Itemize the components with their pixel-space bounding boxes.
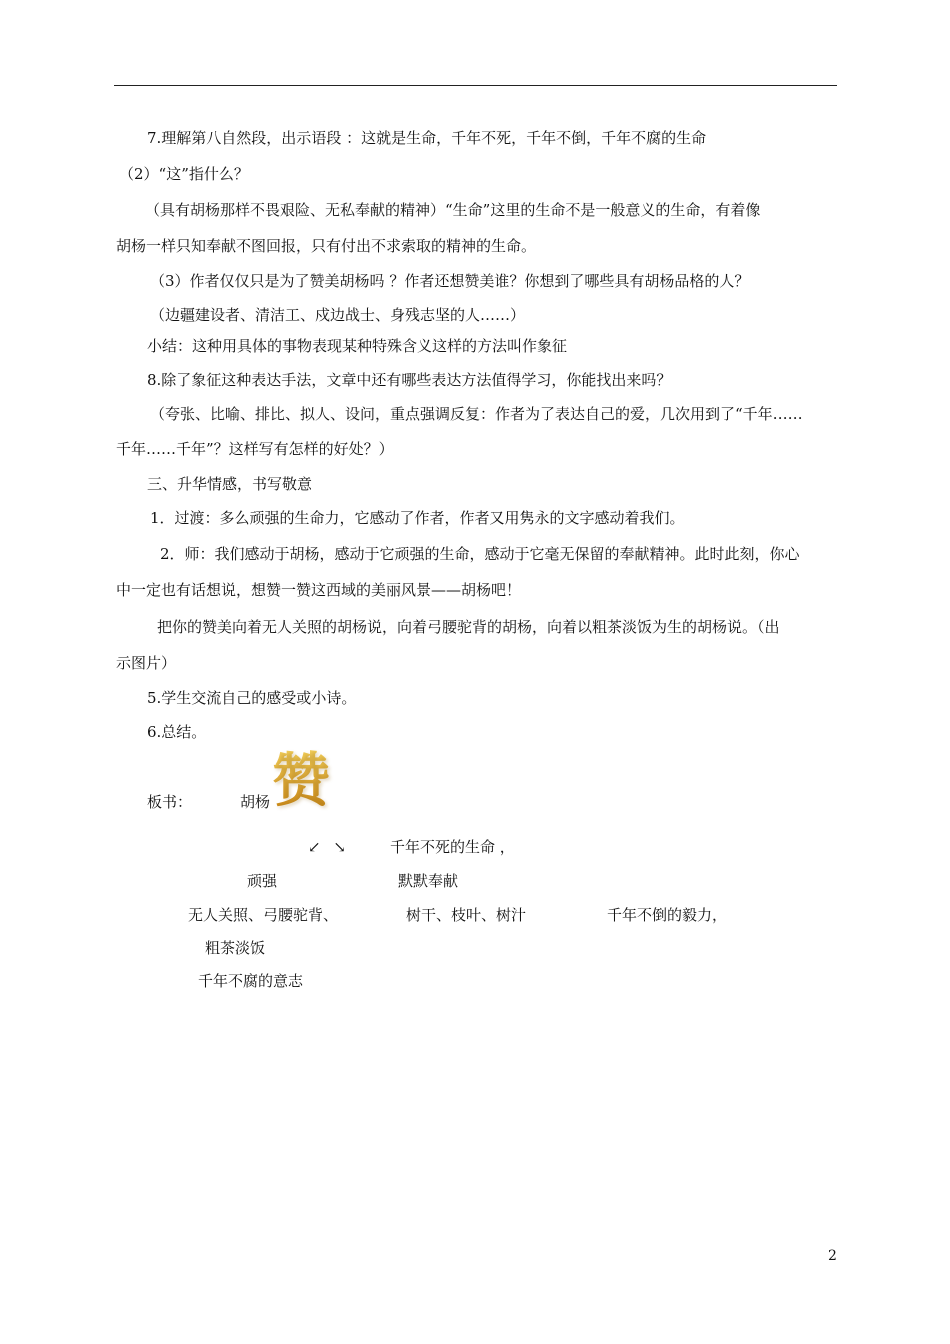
paragraph-line: 示图片） [116, 654, 177, 672]
paragraph-line: 千年……千年”？这样写有怎样的好处？） [116, 440, 394, 458]
board-item: 默默奉献 [398, 872, 459, 890]
paragraph-line: 中一定也有话想说，想赞一赞这西域的美丽风景——胡杨吧！ [116, 581, 522, 599]
board-label: 板书： [147, 793, 193, 811]
section-heading: 三、升华情感，书写敬意 [147, 475, 313, 493]
paragraph-line: 8.除了象征这种表达手法，文章中还有哪些表达方法值得学习，你能找出来吗？ [147, 371, 672, 389]
paragraph-line: （2）“这”指什么？ [119, 165, 249, 183]
paragraph-line: （具有胡杨那样不畏艰险、无私奉献的精神）“生命”这里的生命不是一般意义的生命，有着像 [145, 201, 761, 219]
paragraph-line: 6.总结。 [147, 723, 207, 741]
paragraph-line: 2．师：我们感动于胡杨，感动于它顽强的生命，感动于它毫无保留的奉献精神。此时此刻，你心 [160, 545, 800, 563]
praise-wordart: 赞 [272, 746, 331, 814]
paragraph-line: 把你的赞美向着无人关照的胡杨说，向着弓腰驼背的胡杨，向着以粗茶淡饭为生的胡杨说。（出 [157, 618, 780, 636]
board-arrows: ↙ ↘ [308, 838, 346, 856]
paragraph-line: 1．过渡：多么顽强的生命力，它感动了作者，作者又用隽永的文字感动着我们。 [150, 509, 685, 527]
board-item: 千年不倒的毅力， [607, 906, 728, 924]
board-item: 千年不死的生命 ， [390, 838, 515, 856]
paragraph-line: （夸张、比喻、排比、拟人、设问，重点强调反复：作者为了表达自己的爱，几次用到了“千年…… [150, 405, 803, 423]
page-number: 2 [828, 1248, 837, 1264]
paragraph-line: （边疆建设者、清洁工、戍边战士、身残志坚的人……） [150, 306, 526, 324]
paragraph-line: （3）作者仅仅只是为了赞美胡杨吗 ？作者还想赞美谁？你想到了哪些具有胡杨品格的人？ [150, 272, 750, 290]
board-item: 千年不腐的意志 [198, 972, 304, 990]
board-item: 顽强 [247, 872, 278, 890]
board-title: 胡杨 [240, 793, 271, 811]
paragraph-line: 7.理解第八自然段，出示语段 ：这就是生命，千年不死，千年不倒，千年不腐的生命 [147, 129, 707, 147]
paragraph-line: 胡杨一样只知奉献不图回报，只有付出不求索取的精神的生命。 [116, 237, 537, 255]
paragraph-line: 5.学生交流自己的感受或小诗。 [147, 689, 357, 707]
board-item: 粗茶淡饭 [205, 939, 266, 957]
paragraph-line: 小结：这种用具体的事物表现某种特殊含义这样的方法叫作象征 [147, 337, 568, 355]
board-item: 无人关照、弓腰驼背、 [188, 906, 339, 924]
board-item: 树干、枝叶、树汁 [406, 906, 527, 924]
header-rule [114, 85, 837, 86]
